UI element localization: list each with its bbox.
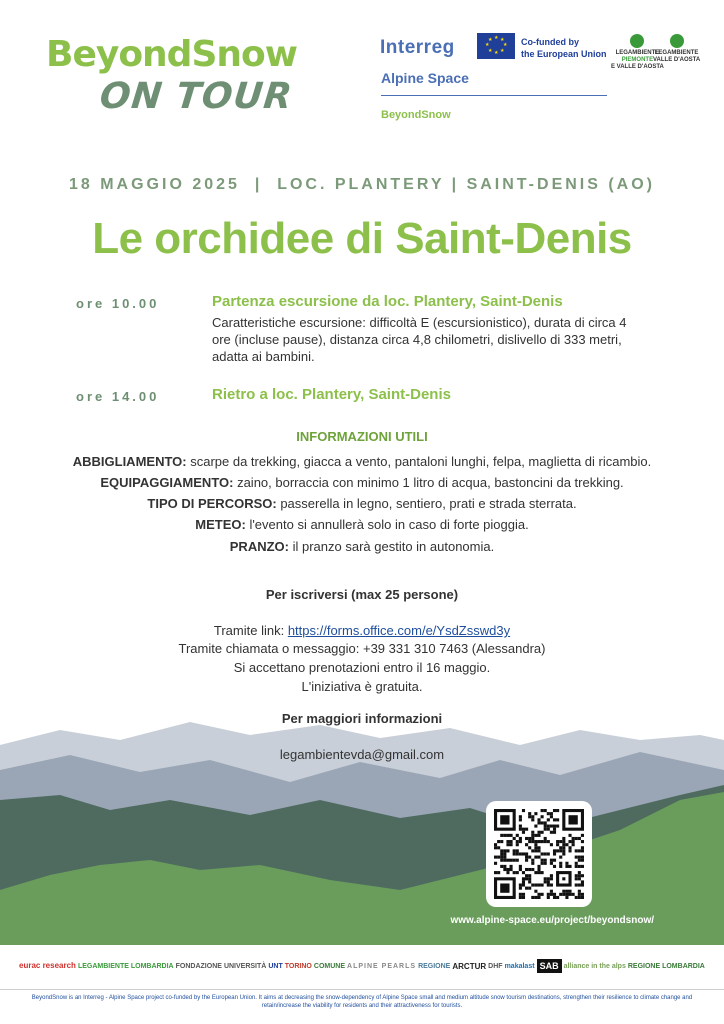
schedule-title: Partenza escursione da loc. Plantery, Saint-Denis [212, 293, 563, 310]
partner-logo: ARCTUR [452, 961, 487, 971]
logo-text: LEGAMBIENTE [654, 50, 699, 56]
info-text: passerella in legno, sentiero, prati e strada sterrata. [276, 496, 577, 511]
partner-logo: alliance in the alps [563, 962, 626, 970]
registration-phone: Tramite chiamata o messaggio: +39 331 310 7463 (Alessandra) [178, 641, 546, 656]
registration-heading: Per iscriversi (max 25 persone) [265, 587, 459, 602]
logo-text: LEGAMBIENTE [615, 50, 660, 56]
on-tour-logo: ON TOUR [97, 76, 295, 117]
info-heading: INFORMAZIONI UTILI [296, 429, 428, 444]
partner-logo: eurac research [19, 961, 76, 970]
partner-logo: LEGAMBIENTE LOMBARDIA [77, 962, 174, 970]
partner-logo: DHF [488, 962, 503, 970]
interreg-logo: Interreg [380, 37, 455, 58]
schedule-time: ore 10.00 [76, 296, 160, 311]
info-item [0, 496, 724, 511]
footer-disclaimer: BeyondSnow is an Interreg - Alpine Space project co-funded by the European Union. It aims at decreasing the snow-dependency of Alpine Space small and medium altitude snow tourism destinations, strengthen their resilience to climate change and retain/increase the viability for residents and their attractiveness for tourists. [31, 995, 693, 1009]
legambiente-vda-logo [653, 34, 700, 64]
partner-logo: UNIVERSITÀ [223, 962, 267, 970]
alpine-space-label: Alpine Space [381, 70, 469, 86]
footer-divider [0, 989, 724, 990]
registration-link[interactable]: https://forms.office.com/e/YsdZsswd3y [287, 623, 511, 638]
info-item [0, 475, 724, 490]
logo-text: VALLE D'AOSTA [653, 57, 701, 63]
more-info-heading: Per maggiori informazioni [281, 711, 443, 726]
registration-link-line [0, 623, 724, 638]
info-label: TIPO DI PERCORSO: [147, 496, 277, 511]
info-label: PRANZO: [229, 539, 289, 554]
header-divider [381, 95, 607, 96]
logo-text: PIEMONTE [621, 57, 654, 63]
partner-logo: TORINO [284, 962, 312, 970]
qr-code-icon [494, 809, 584, 899]
partner-logo: SAB [537, 959, 562, 973]
partner-logo: ALPINE PEARLS [347, 962, 417, 970]
info-text: zaino, borraccia con minimo 1 litro di acqua, bastoncini da trekking. [233, 475, 624, 490]
partner-logo: REGIONE LOMBARDIA [627, 962, 705, 970]
partner-logo: COMUNE [313, 962, 346, 970]
qr-code[interactable] [486, 801, 592, 907]
info-item [0, 454, 724, 469]
project-label: BeyondSnow [381, 109, 451, 121]
beyondsnow-logo: BeyondSnow [46, 34, 297, 75]
logo-text: E VALLE D'AOSTA [611, 64, 664, 70]
schedule-title: Rietro a loc. Plantery, Saint-Denis [212, 386, 451, 403]
project-website[interactable]: www.alpine-space.eu/project/beyondsnow/ [450, 915, 654, 926]
info-text: l'evento si annullerà solo in caso di forte pioggia. [245, 517, 529, 532]
cofunded-text [521, 36, 607, 60]
info-text: scarpe da trekking, giacca a vento, pantaloni lunghi, felpa, maglietta di ricambio. [186, 454, 652, 469]
contact-email[interactable]: legambientevda@gmail.com [279, 747, 445, 762]
partner-logo: makalast [504, 962, 535, 970]
partner-logo: UNT [268, 962, 283, 970]
eu-flag-icon: ★ ★ ★ ★ ★ ★ ★ ★ [477, 33, 515, 59]
partner-logo: REGIONE [418, 962, 451, 970]
schedule-time: ore 14.00 [76, 389, 160, 404]
schedule-description: Caratteristiche escursione: difficoltà E (escursionistico), durata di circa 4 ore (incluse pause), distanza circa 4,8 chilometri, dislivello di 333 metri, adatta ai bambini. [212, 315, 627, 364]
cofunded-line1: Co-funded by [521, 37, 579, 47]
info-label: METEO: [195, 517, 246, 532]
partner-logo: FONDAZIONE [175, 962, 222, 970]
mountain-illustration [0, 700, 724, 945]
info-item [0, 539, 724, 554]
info-label: EQUIPAGGIAMENTO: [100, 475, 234, 490]
link-prefix: Tramite link: [213, 623, 288, 638]
event-date-location: 18 MAGGIO 2025 | LOC. PLANTERY | SAINT-DENIS (AO) [68, 176, 656, 193]
registration-deadline: Si accettano prenotazioni entro il 16 maggio. [233, 660, 491, 675]
tree-icon [670, 34, 684, 48]
info-label: ABBIGLIAMENTO: [72, 454, 187, 469]
tree-icon [630, 34, 644, 48]
info-text: il pranzo sarà gestito in autonomia. [288, 539, 495, 554]
partner-logos [0, 945, 724, 987]
cofunded-line2: the European Union [521, 49, 607, 59]
info-item [0, 517, 724, 532]
event-title: Le orchidee di Saint-Denis [92, 214, 632, 263]
registration-free: L'iniziativa è gratuita. [301, 679, 423, 694]
